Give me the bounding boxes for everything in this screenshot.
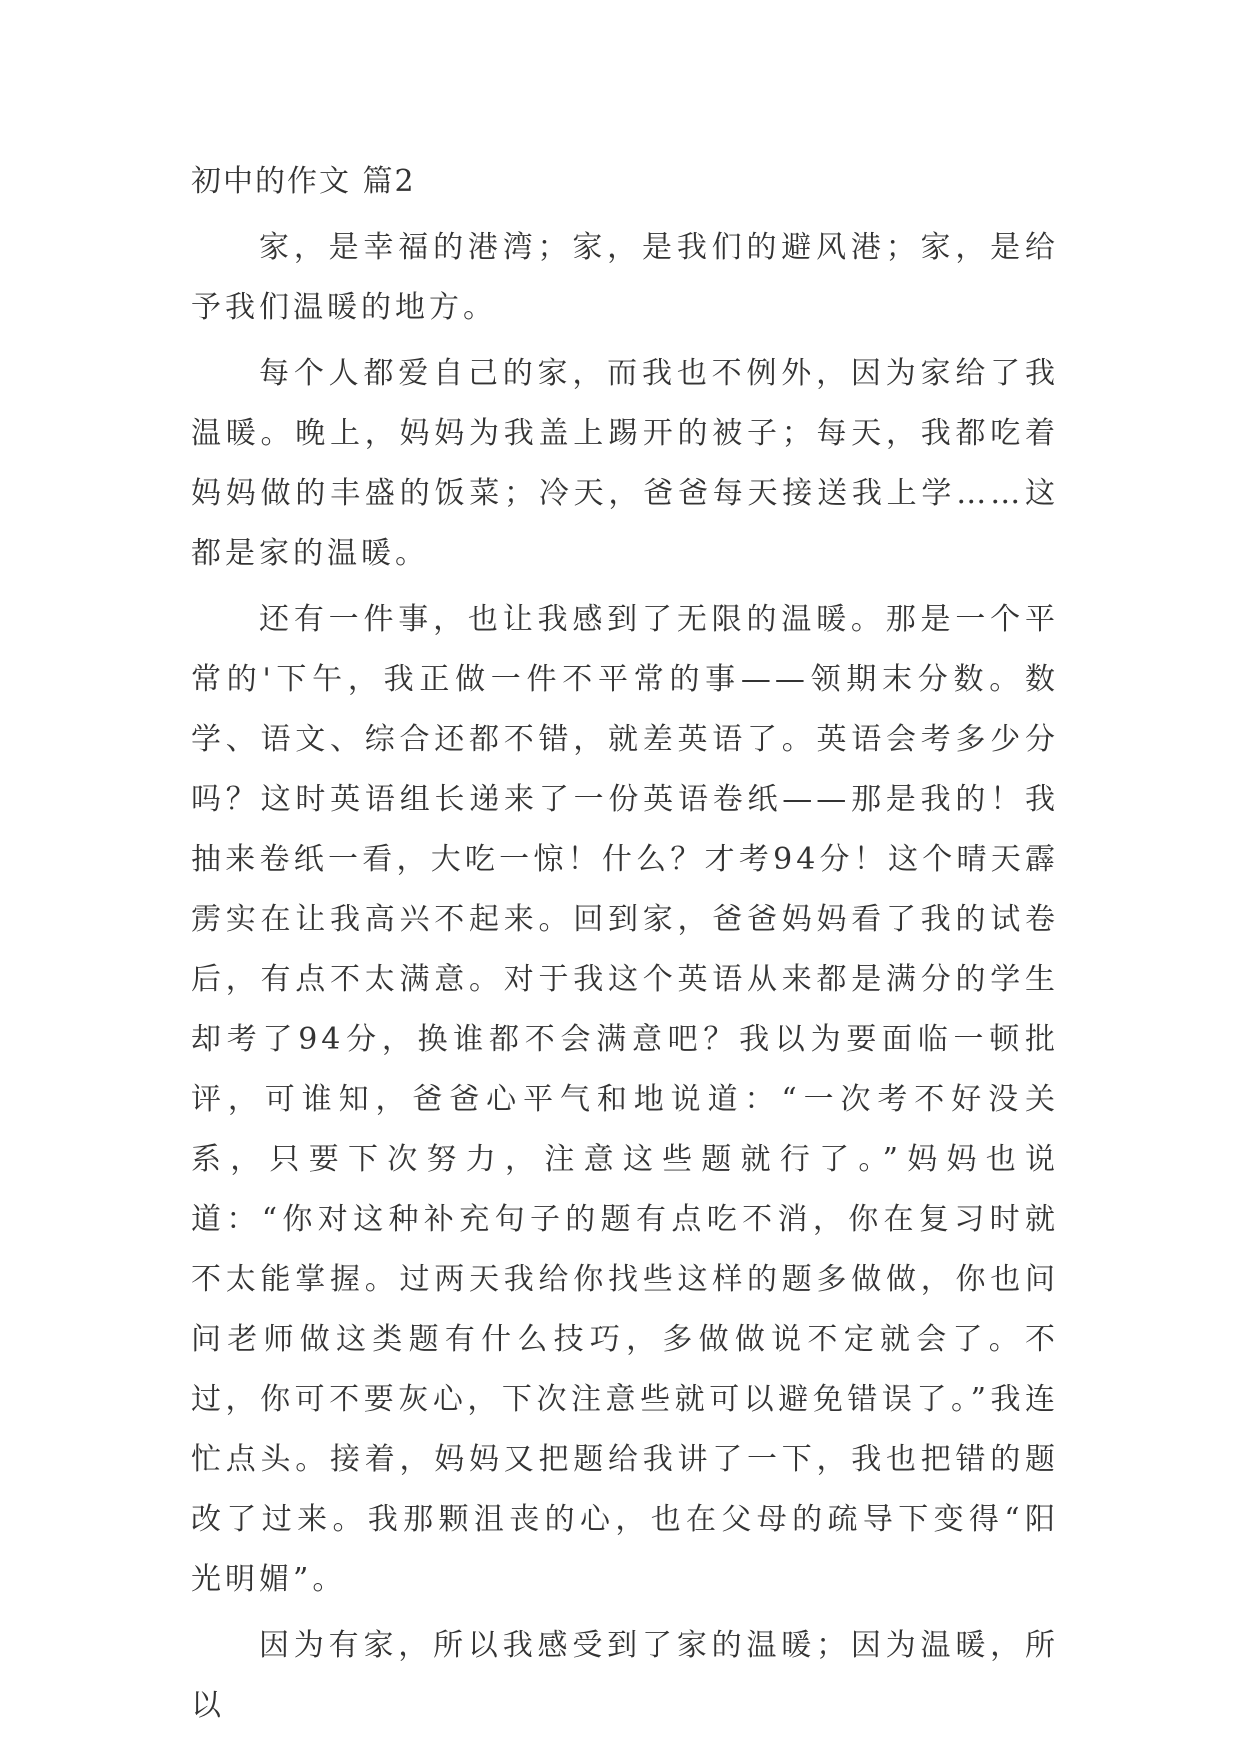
document-body <box>191 218 1059 1742</box>
paragraph-4: 因为有家，所以我感受到了家的温暖；因为温暖，所以 <box>191 1628 1059 1723</box>
paragraph-2: 每个人都爱自己的家，而我也不例外，因为家给了我温暖。晚上，妈妈为我盖上踢开的被子；每天，我都吃着妈妈做的丰盛的饭菜；冷天，爸爸每天接送我上学……这都是家的温暖。 <box>191 356 1059 571</box>
paragraph-1: 家，是幸福的港湾；家，是我们的避风港；家，是给予我们温暖的地方。 <box>191 230 1059 325</box>
paragraph-3: 还有一件事，也让我感到了无限的温暖。那是一个平常的'下午，我正做一件不平常的事——领期末分数。数学、语文、综合还都不错，就差英语了。英语会考多少分吗？这时英语组长递来了一份英语卷纸——那是我的！我抽来卷纸一看，大吃一惊！什么？才考94分！这个晴天霹雳实在让我高兴不起来。回到家，爸爸妈妈看了我的试卷后，有点不太满意。对于我这个英语从来都是满分的学生却考了94分，换谁都不会满意吧？我以为要面临一顿批评，可谁知，爸爸心平气和地说道：“一次考不好没关系，只要下次努力，注意这些题就行了。”妈妈也说道：“你对这种补充句子的题有点吃不消，你在复习时就不太能掌握。过两天我给你找些这样的题多做做，你也问问老师做这类题有什么技巧，多做做说不定就会了。不过，你可不要灰心，下次注意些就可以避免错误了。”我连忙点头。接着，妈妈又把题给我讲了一下，我也把错的题改了过来。我那颗沮丧的心，也在父母的疏导下变得“阳光明媚”。 <box>191 602 1059 1597</box>
document-title: 初中的作文 篇2 <box>191 164 416 199</box>
